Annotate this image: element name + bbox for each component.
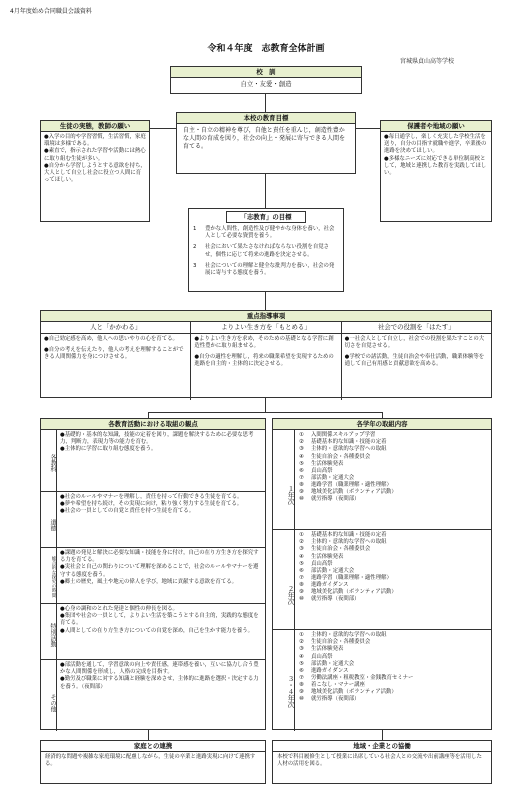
focus-label: 重点指導事項 — [41, 311, 491, 322]
grade-item: ② 生徒自治会・各種委員会 — [299, 639, 371, 646]
activity-row — [41, 660, 265, 731]
activity-category: 特別活動 — [41, 604, 57, 659]
grade-group — [273, 530, 491, 630]
family-text: 経済的な問題や複雑な家庭環境に配慮しながら，生徒の卒業と進路実現に向けて連携する。 — [45, 754, 256, 768]
shikyoiku-goal-item: 3 社会についての理解と健全な批判力を養い，社会の発展に寄与する態度を養う。 — [193, 262, 335, 276]
parent-wish-item: ●毎日通学し，楽しく充実した学校生活を送り，自分の目指す就職や進学，卒業後の進路を決めてほしい。 — [384, 134, 487, 155]
focus-column-head: 人と「かかわる」 — [41, 322, 190, 333]
focus-item: ●よりよい生き方を求め，そのための基礎となる学習に創造性豊かに取り組ませる。 — [194, 335, 334, 349]
school-goal-label: 本校の教育目標 — [177, 113, 355, 124]
grade-item: ⑥ 部活動・定通大会 — [299, 567, 355, 574]
community-text: 本校で科目履修生として授業に出席している社会人との交流や出前講座等を活用した人材の活用を図る。 — [277, 754, 482, 768]
focus-item: ●自分の適性を理解し，将来の職業希望を実現するための進路を自主的・主体的に決定させる。 — [194, 353, 334, 367]
grade-group — [273, 630, 491, 731]
parent-wishes-label: 保護者や地域の願い — [381, 121, 491, 132]
parent-wish-item: ●多様なニーズに対応できる単位制高校として，地域と連携した教育を実践してほしい。 — [384, 155, 487, 176]
grade-item: ⑩ 就労指導（夜間部） — [299, 695, 360, 702]
activity-item: ●郷土の歴史，風土や地元の偉人を学び，地域に貢献する意欲を育てる。 — [60, 578, 237, 585]
student-wishes-label: 生徒の実態，教師の願い — [41, 121, 149, 132]
shikyoiku-goal-item: 2 社会において果たさなければならない役割を自覚させ，個性に応じて将来の進路を決定させる。 — [193, 244, 329, 258]
school-goal-text: 自主・自立の精神を尊び，自他と責任を重んじ，創造性豊かな人間の育成を図り，社会の向上・発展に寄与できる人間を育てる。 — [183, 127, 346, 151]
school-goal-box — [176, 112, 356, 174]
activity-item: ●社会の一員としての自覚と責任を持つ生徒を育てる。 — [60, 508, 195, 515]
focus-item: ●学校での諸活動，生徒自治会や奉仕活動，職業体験等を通して自己有用感と貢献意欲を高める。 — [344, 353, 485, 367]
grade-item: ⑧ 進路ガイダンス — [299, 581, 349, 588]
parent-wishes-box — [380, 120, 492, 222]
focus-column — [191, 322, 341, 400]
motto-text: 自立・友愛・創造 — [240, 80, 292, 89]
grades-label: 各学年の取組内容 — [273, 419, 491, 430]
grade-item: ⑤ 貞山高祭 — [299, 560, 333, 567]
grade-item: ② 主体的・意欲的な学習への取組 — [299, 539, 387, 546]
activity-item: ●部活動を通して，学習意欲の向上や責任感，連帯感を養い，互いに協力し合う豊かな人間関係を形成し，人格の完成を目指す。 — [60, 662, 259, 676]
focus-item: ●一社会人として自立し，社会での役割を果たすことの大切さを自覚させる。 — [344, 335, 485, 349]
activity-category: その他 — [41, 660, 57, 731]
activity-row — [41, 604, 265, 660]
activities-box — [40, 418, 266, 730]
activity-item: ●主体的に学習に取り組む態度を養う。 — [60, 446, 157, 453]
focus-column — [342, 322, 491, 400]
activity-row — [41, 430, 265, 492]
shikyoiku-goal-item: 1 豊かな人間性，創造性及び健やかな身体を養い，社会人として必要な資質を養う。 — [193, 226, 335, 240]
student-wish-item: ●入学の目的や学習習慣，生活習慣，家庭環境は多様である。 — [44, 134, 146, 148]
motto-label: 校 訓 — [171, 67, 361, 78]
activity-category: 道徳 — [41, 492, 57, 547]
activity-item: ●勤労及び職業に対する知識と経験を深めさせ，主体的に進路を選択・決定する力を養う。（夜間部） — [60, 676, 259, 690]
grades-box — [272, 418, 492, 730]
grade-item: ③ 主体的・意欲的な学習への取組 — [299, 446, 387, 453]
grade-name: ２年次 — [273, 530, 295, 629]
activity-item: ●人間としての在り方生き方についての自覚を深め，自己を生かす能力を養う。 — [60, 627, 254, 634]
activities-label: 各教育活動における取組の観点 — [41, 419, 265, 430]
focus-column-head: 社会での役割を「はたす」 — [342, 322, 491, 333]
school-name: 宮城県貞山高等学校 — [400, 58, 455, 65]
grade-item: ③ 生徒自治会・各種委員会 — [299, 546, 371, 553]
grade-name: ３・４年次 — [273, 630, 295, 731]
grade-item: ④ 生活体験発表 — [299, 553, 344, 560]
focus-column-head: よりよい生き方を「もとめる」 — [191, 322, 340, 333]
activity-row — [41, 492, 265, 548]
shikyoiku-goal-box — [188, 208, 344, 292]
grade-item: ⑨ 地域美化活動（ボランティア活動） — [299, 688, 397, 695]
grade-item: ⑧ 進路学習（職業理解・適性理解） — [299, 481, 392, 488]
student-wishes-box — [40, 120, 150, 222]
grade-item: ① 入間関係スキルアップ学習 — [299, 432, 376, 439]
activity-item: ●社会のルールやマナーを理解し，責任を持って行動できる生徒を育てる。 — [60, 494, 243, 501]
activity-item: ●課題の発見と解決に必要な知識・技能を身に付け，自己の在り方生き方を探究する力を育てる。 — [60, 550, 259, 564]
focus-item: ●自分の考えを伝えたり，他人の考えを理解することができる人間関係力を身につけさせる。 — [44, 346, 184, 360]
grade-item: ⑤ 部活動・定通大会 — [299, 660, 355, 667]
community-label: 地域・企業との協働 — [273, 741, 491, 752]
grade-group — [273, 430, 491, 530]
grade-item: ③ 生活体験発表 — [299, 646, 344, 653]
activity-item: ●心身の調和のとれた発達と個性の伸長を図る。 — [60, 606, 178, 613]
activity-item: ●基礎的・基本的な知識，技能の定着を図り，課題を解決するために必要な思考力，判断力，表現力等の能力を育む。 — [60, 432, 254, 446]
grade-item: ⑦ 部活動・定通大会 — [299, 474, 355, 481]
grade-item: ⑨ 地域美化活動（ボランティア活動） — [299, 488, 397, 495]
grade-item: ④ 生徒自治会・各種委員会 — [299, 453, 371, 460]
grade-item: ⑩ 就労指導（夜間部） — [299, 595, 360, 602]
grade-item: ① 基礎基本的な知識・技能の定着 — [299, 532, 387, 539]
header-note: 4月年度始め合同職員会議資料 — [10, 8, 92, 15]
grade-item: ⑧ 着こなし・マナー講座 — [299, 681, 365, 688]
grade-name: １年次 — [273, 430, 295, 529]
grade-item: ⑦ 労働法講座・租税教室・金銭教育セミナー — [299, 674, 414, 681]
student-wish-item: ●自分から学習しようとする意欲を持ち，大人として自立し社会に役立つ人間に育ってほしい。 — [44, 162, 146, 183]
family-label: 家庭との連携 — [41, 741, 265, 752]
family-box — [40, 740, 266, 784]
activity-category: 各教科 — [41, 430, 57, 491]
motto-box — [170, 66, 362, 94]
shikyoiku-goal-label: 「志教育」の目標 — [226, 211, 306, 223]
grade-item: ④ 貞山高祭 — [299, 653, 333, 660]
page-title: 令和４年度 志教育全体計画 — [207, 44, 325, 54]
grade-item: ⑩ 就労指導（夜間部） — [299, 495, 360, 502]
grade-item: ⑨ 地域美化活動（ボランティア活動） — [299, 588, 397, 595]
community-box — [272, 740, 492, 784]
activity-category: 総合的な探究の時間 — [41, 548, 57, 603]
activity-item: ●集団や社会の一員として，よりよい生活を築こうとする自主的，実践的な態度を育てる。 — [60, 613, 259, 627]
focus-box — [40, 310, 492, 398]
grade-item: ⑥ 進路ガイダンス — [299, 667, 349, 674]
grade-item: ⑦ 進路学習（職業理解・適性理解） — [299, 574, 392, 581]
focus-item: ●自己効定感を高め，他人への思いやりの心を育てる。 — [44, 335, 178, 342]
grade-item: ⑥ 貞山高祭 — [299, 467, 333, 474]
activity-row — [41, 548, 265, 604]
activity-item: ●実社会と自己の関わりについて理解を深めることで，社会のルールやマナーを遵守する態度を養う。 — [60, 564, 259, 578]
focus-column — [41, 322, 191, 400]
activity-item: ●夢や希望を持ち続け，その実現に向け，粘り強く努力する生徒を育てる。 — [60, 501, 243, 508]
student-wish-item: ●素直で，指示された学習や活動には熱心に取り組む生徒が多い。 — [44, 148, 146, 162]
grade-item: ⑤ 生活体験発表 — [299, 460, 344, 467]
grade-item: ② 基礎基本的な知識・技能の定着 — [299, 439, 387, 446]
grade-item: ① 主体的・意欲的な学習への取組 — [299, 632, 387, 639]
